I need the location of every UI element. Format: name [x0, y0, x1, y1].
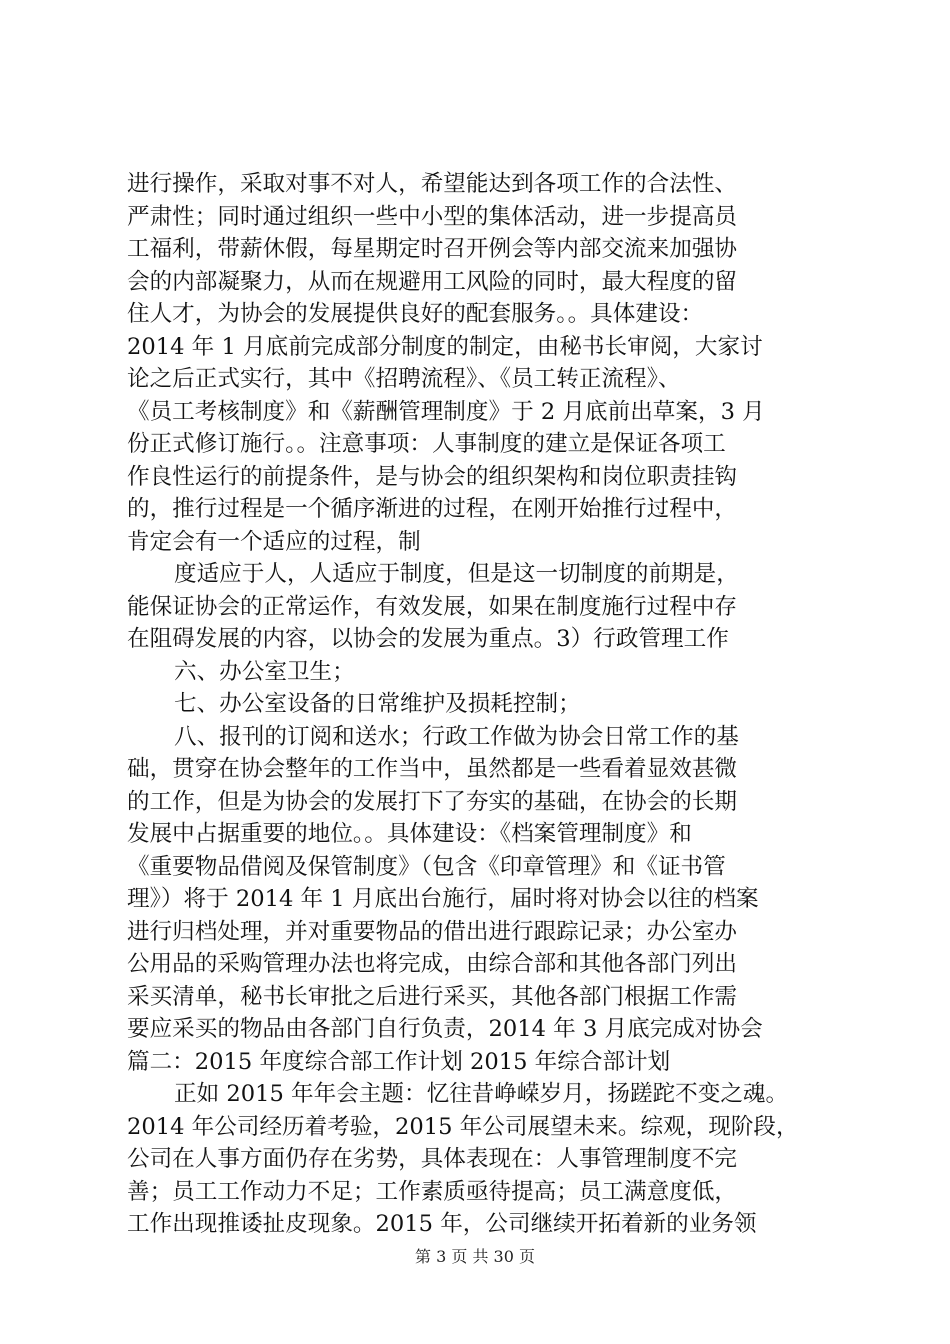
- text-line: 六、办公室卫生；: [174, 658, 355, 685]
- text-line: 公司在人事方面仍存在劣势，具体表现在：人事管理制度不完: [127, 1146, 738, 1172]
- text-line: 作良性运行的前提条件，是与协会的组织架构和岗位职责挂钩: [127, 463, 738, 490]
- document-body: [127, 168, 857, 1241]
- text-line: 的工作，但是为协会的发展打下了夯实的基础，在协会的长期: [127, 788, 738, 815]
- text-line: 公用品的采购管理办法也将完成，由综合部和其他各部门列出: [127, 951, 738, 977]
- text-line: 2014 年 1 月底前完成部分制度的制定，由秘书长审阅，大家讨: [127, 333, 763, 360]
- text-line: 进行归档处理，并对重要物品的借出进行跟踪记录；办公室办: [127, 918, 738, 945]
- text-line: 进行操作，采取对事不对人，希望能达到各项工作的合法性、: [127, 171, 738, 197]
- text-line: 八、报刊的订阅和送水；行政工作做为协会日常工作的基: [174, 723, 739, 750]
- text-line: 份正式修订施行。。注意事项：人事制度的建立是保证各项工: [127, 431, 726, 457]
- text-line: 正如 2015 年年会主题：忆往昔峥嵘岁月，扬蹉跎不变之魂。: [174, 1081, 789, 1107]
- text-line: 度适应于人，人适应于制度，但是这一切制度的前期是，: [174, 561, 739, 587]
- text-line: 础，贯穿在协会整年的工作当中，虽然都是一些看着显效甚微: [127, 756, 738, 782]
- text-line: 工福利，带薪休假，每星期定时召开例会等内部交流来加强协: [127, 236, 738, 262]
- text-line: 住人才，为协会的发展提供良好的配套服务。。具体建设：: [127, 301, 704, 327]
- text-line: 的，推行过程是一个循序渐进的过程，在刚开始推行过程中，: [127, 496, 738, 522]
- text-line: 肯定会有一个适应的过程，制: [127, 528, 421, 555]
- page-footer: 第 3 页 共 30 页: [415, 1247, 535, 1266]
- text-line: 工作出现推诿扯皮现象。2015 年，公司继续开拓着新的业务领: [127, 1211, 757, 1237]
- text-line: 采买清单，秘书长审批之后进行采买，其他各部门根据工作需: [127, 983, 738, 1010]
- text-line: 能保证协会的正常运作，有效发展，如果在制度施行过程中存: [127, 593, 738, 620]
- text-line: 理》）将于 2014 年 1 月底出台施行，届时将对协会以往的档案: [127, 886, 759, 912]
- text-line: 要应采买的物品由各部门自行负责，2014 年 3 月底完成对协会: [127, 1016, 763, 1042]
- text-line: 七、办公室设备的日常维护及损耗控制；: [174, 691, 581, 717]
- text-line: 篇二：2015 年度综合部工作计划 2015 年综合部计划: [127, 1048, 671, 1075]
- text-line: 2014 年公司经历着考验，2015 年公司展望未来。综观，现阶段，: [127, 1113, 799, 1140]
- text-line: 《员工考核制度》和《薪酬管理制度》于 2 月底前出草案，3 月: [127, 398, 765, 425]
- text-line: 严肃性；同时通过组织一些中小型的集体活动，进一步提高员: [127, 203, 738, 230]
- text-line: 发展中占据重要的地位。。具体建设：《档案管理制度》和: [127, 821, 692, 847]
- text-line: 《重要物品借阅及保管制度》（包含《印章管理》和《证书管: [127, 853, 726, 880]
- text-line: 会的内部凝聚力，从而在规避用工风险的同时，最大程度的留: [127, 268, 738, 295]
- text-line: 善；员工工作动力不足；工作素质亟待提高；员工满意度低，: [127, 1178, 738, 1205]
- text-line: 论之后正式实行，其中《招聘流程》、《员工转正流程》、: [127, 366, 681, 392]
- text-line: 在阻碍发展的内容，以协会的发展为重点。3）行政管理工作: [127, 626, 729, 652]
